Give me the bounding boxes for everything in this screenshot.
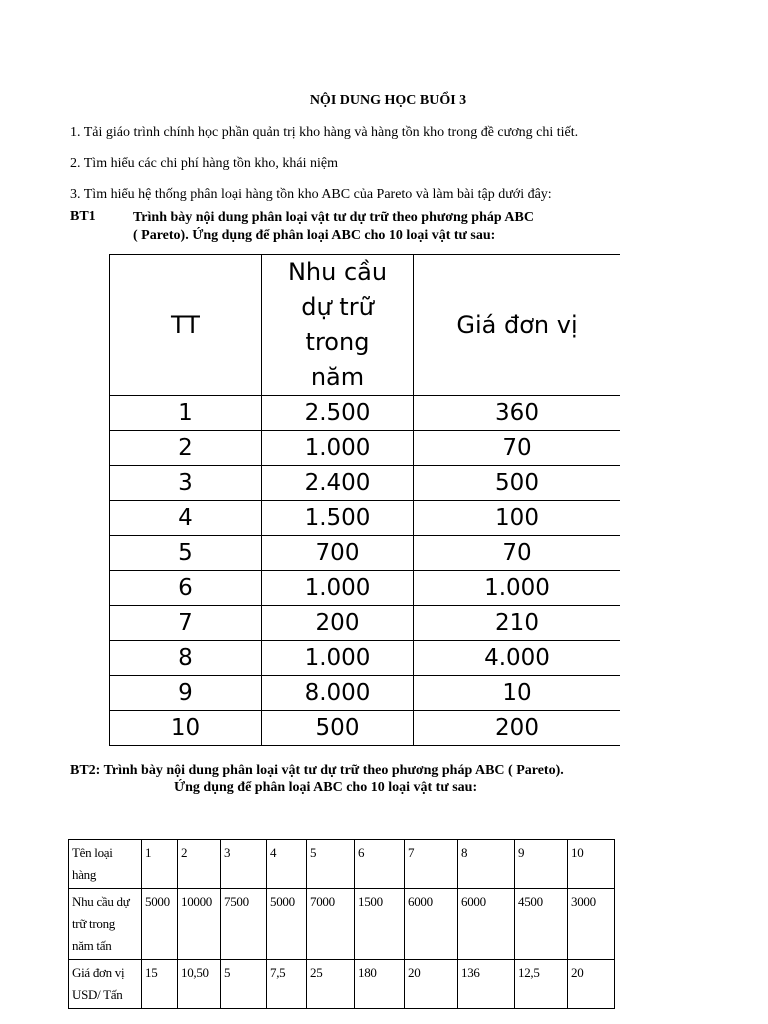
cell-demand: 2.400 bbox=[262, 466, 414, 501]
cell-price: 1.000 bbox=[414, 571, 621, 606]
header-demand-line: Nhu cầu bbox=[287, 258, 388, 286]
cell-price: 210 bbox=[414, 606, 621, 641]
table-row bbox=[110, 641, 621, 676]
cell-tt: 8 bbox=[110, 641, 262, 676]
cell: 9 bbox=[515, 840, 568, 889]
cell: 7500 bbox=[221, 889, 267, 960]
bt1-label: BT1 bbox=[70, 209, 96, 224]
cell: 180 bbox=[355, 960, 405, 1009]
cell: 4500 bbox=[515, 889, 568, 960]
table-2-row-demand bbox=[69, 889, 615, 960]
cell-price: 500 bbox=[414, 466, 621, 501]
table-row bbox=[110, 431, 621, 466]
cell-tt: 10 bbox=[110, 711, 262, 746]
cell: 5 bbox=[221, 960, 267, 1009]
cell-demand: 2.500 bbox=[262, 396, 414, 431]
cell-price: 100 bbox=[414, 501, 621, 536]
cell-price: 70 bbox=[414, 431, 621, 466]
row-header bbox=[69, 840, 142, 889]
table-row bbox=[110, 606, 621, 641]
cell-demand: 500 bbox=[262, 711, 414, 746]
cell-price: 4.000 bbox=[414, 641, 621, 676]
cell: 6000 bbox=[405, 889, 458, 960]
cell-price: 360 bbox=[414, 396, 621, 431]
cell: 2 bbox=[178, 840, 221, 889]
cell: 7,5 bbox=[267, 960, 307, 1009]
table-row bbox=[110, 676, 621, 711]
cell: 10 bbox=[568, 840, 615, 889]
cell-tt: 1 bbox=[110, 396, 262, 431]
table-row bbox=[110, 571, 621, 606]
bt1-line2: ( Pareto). Ứng dụng để phân loại ABC cho 10 loại vật tư sau: bbox=[133, 228, 496, 243]
cell-tt: 2 bbox=[110, 431, 262, 466]
item-2: 2. Tìm hiểu các chi phí hàng tồn kho, khái niệm bbox=[70, 156, 339, 171]
cell-demand: 1.500 bbox=[262, 501, 414, 536]
cell: 7000 bbox=[307, 889, 355, 960]
row-header-line: hàng bbox=[72, 867, 97, 882]
cell-tt: 3 bbox=[110, 466, 262, 501]
table-1-header-row bbox=[110, 255, 621, 396]
cell-tt: 4 bbox=[110, 501, 262, 536]
cell: 25 bbox=[307, 960, 355, 1009]
row-header-line: Giá đơn vị bbox=[72, 965, 125, 980]
cell: 12,5 bbox=[515, 960, 568, 1009]
cell-price: 200 bbox=[414, 711, 621, 746]
cell: 8 bbox=[458, 840, 515, 889]
cell-demand: 1.000 bbox=[262, 641, 414, 676]
row-header bbox=[69, 960, 142, 1009]
cell: 5000 bbox=[267, 889, 307, 960]
cell: 1 bbox=[142, 840, 178, 889]
table-row bbox=[110, 396, 621, 431]
header-demand-line: dự trữ bbox=[301, 293, 374, 321]
table-row bbox=[110, 536, 621, 571]
cell: 10,50 bbox=[178, 960, 221, 1009]
cell: 5 bbox=[307, 840, 355, 889]
cell-price: 10 bbox=[414, 676, 621, 711]
cell: 4 bbox=[267, 840, 307, 889]
cell: 6 bbox=[355, 840, 405, 889]
header-demand-line: năm bbox=[310, 363, 365, 391]
row-header-line: Tên loại bbox=[72, 845, 113, 860]
row-header-line: trữ trong bbox=[72, 916, 115, 931]
cell: 136 bbox=[458, 960, 515, 1009]
cell: 1500 bbox=[355, 889, 405, 960]
bt1-text bbox=[133, 209, 603, 245]
cell-tt: 9 bbox=[110, 676, 262, 711]
cell-demand: 700 bbox=[262, 536, 414, 571]
header-demand bbox=[262, 255, 414, 396]
bt2-line2: Ứng dụng để phân loại ABC cho 10 loại vật tư sau: bbox=[174, 780, 478, 795]
table-2-row-price bbox=[69, 960, 615, 1009]
cell: 10000 bbox=[178, 889, 221, 960]
cell-demand: 200 bbox=[262, 606, 414, 641]
cell-demand: 1.000 bbox=[262, 431, 414, 466]
table-2 bbox=[68, 839, 615, 1009]
table-row bbox=[110, 711, 621, 746]
cell-tt: 7 bbox=[110, 606, 262, 641]
bt1-line1: Trình bày nội dung phân loại vật tư dự trữ theo phương pháp ABC bbox=[133, 210, 534, 225]
page-title: NỘI DUNG HỌC BUỔI 3 bbox=[309, 93, 467, 108]
cell: 6000 bbox=[458, 889, 515, 960]
row-header-line: USD/ Tấn bbox=[72, 987, 123, 1002]
cell-tt: 6 bbox=[110, 571, 262, 606]
table-row bbox=[110, 466, 621, 501]
row-header-line: Nhu cầu dự bbox=[72, 894, 130, 909]
row-header bbox=[69, 889, 142, 960]
cell: 15 bbox=[142, 960, 178, 1009]
cell: 5000 bbox=[142, 889, 178, 960]
row-header-line: năm tấn bbox=[72, 938, 112, 953]
cell-price: 70 bbox=[414, 536, 621, 571]
header-tt: TT bbox=[110, 255, 262, 396]
header-unit-price: Giá đơn vị bbox=[414, 255, 621, 396]
table-1 bbox=[109, 254, 620, 746]
header-demand-line: trong bbox=[305, 328, 370, 356]
cell: 7 bbox=[405, 840, 458, 889]
cell: 20 bbox=[568, 960, 615, 1009]
item-1: 1. Tải giáo trình chính học phần quản trị kho hàng và hàng tồn kho trong đề cương chi tiết. bbox=[70, 125, 579, 140]
table-row bbox=[110, 501, 621, 536]
table-2-row-items bbox=[69, 840, 615, 889]
cell: 3 bbox=[221, 840, 267, 889]
bt2-line1: BT2: Trình bày nội dung phân loại vật tư dự trữ theo phương pháp ABC ( Pareto). bbox=[70, 763, 564, 778]
item-3: 3. Tìm hiểu hệ thống phân loại hàng tồn kho ABC của Pareto và làm bài tập dưới đây: bbox=[70, 187, 552, 202]
cell: 3000 bbox=[568, 889, 615, 960]
cell: 20 bbox=[405, 960, 458, 1009]
cell-demand: 8.000 bbox=[262, 676, 414, 711]
cell-demand: 1.000 bbox=[262, 571, 414, 606]
cell-tt: 5 bbox=[110, 536, 262, 571]
